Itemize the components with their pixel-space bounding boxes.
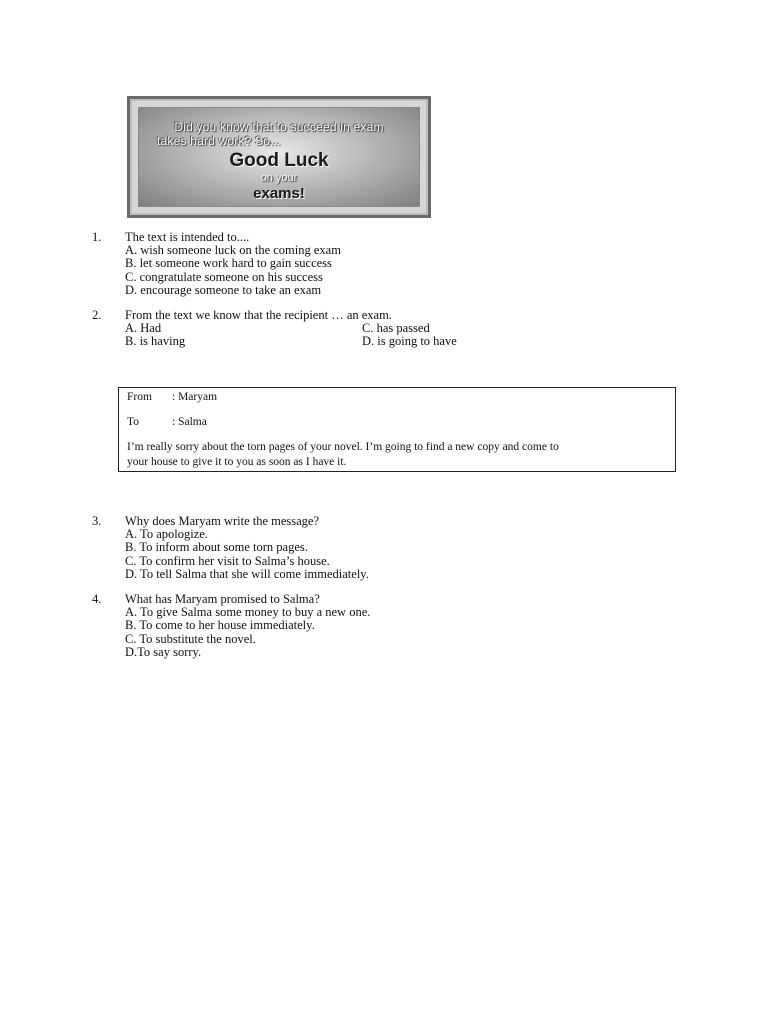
message-box (118, 387, 676, 472)
option-b: B. let someone work hard to gain success (125, 256, 332, 271)
option-d: D. is going to have (362, 334, 457, 349)
message-body-line-1: I’m really sorry about the torn pages of your novel. I’m going to find a new copy and come to (127, 441, 559, 453)
option-c: C. To confirm her visit to Salma’s house. (125, 553, 330, 568)
from-label: From (127, 391, 152, 403)
option-c: C. To substitute the novel. (125, 631, 256, 646)
to-label: To (127, 416, 139, 428)
option-c: C. has passed (362, 321, 430, 336)
question-prompt: From the text we know that the recipient … an exam. (125, 308, 392, 322)
option-b: B. is having (125, 334, 186, 349)
to-value: : Salma (172, 416, 207, 428)
card-good-luck: Good Luck (229, 150, 329, 171)
card-line-1b: takes hard work? So... (157, 134, 281, 148)
option-a: A. To apologize. (125, 527, 208, 542)
option-b: B. To come to her house immediately. (125, 618, 315, 633)
card-background (138, 107, 420, 207)
question-prompt: Why does Maryam write the message? (125, 514, 320, 528)
good-luck-card-image (127, 96, 431, 218)
option-a: A. wish someone luck on the coming exam (125, 243, 341, 258)
card-exams: exams! (253, 185, 305, 202)
option-a: A. To give Salma some money to buy a new one. (125, 605, 371, 620)
option-b: B. To inform about some torn pages. (125, 540, 308, 555)
question-prompt: The text is intended to.... (125, 230, 250, 244)
from-value: : Maryam (172, 391, 218, 403)
option-c: C. congratulate someone on his success (125, 269, 323, 284)
question-prompt: What has Maryam promised to Salma? (125, 592, 320, 606)
option-d: D.To say sorry. (125, 644, 202, 659)
options-row-2 (125, 334, 457, 349)
question-number: 1. (92, 230, 102, 244)
question-number: 3. (92, 514, 102, 528)
option-d: D. encourage someone to take an exam (125, 282, 322, 297)
option-d: D. To tell Salma that she will come immediately. (125, 566, 369, 581)
card-on-your: on your (260, 172, 298, 184)
message-body-line-2: your house to give it to you as soon as I have it. (127, 456, 347, 468)
card-line-1a: Did you know that to succeed in exam (174, 120, 384, 134)
card-line-1 (139, 120, 419, 148)
message-from-row (127, 391, 217, 403)
option-a: A. Had (125, 321, 162, 336)
message-to-row (127, 416, 207, 428)
question-number: 2. (92, 308, 102, 322)
question-number: 4. (92, 592, 102, 606)
